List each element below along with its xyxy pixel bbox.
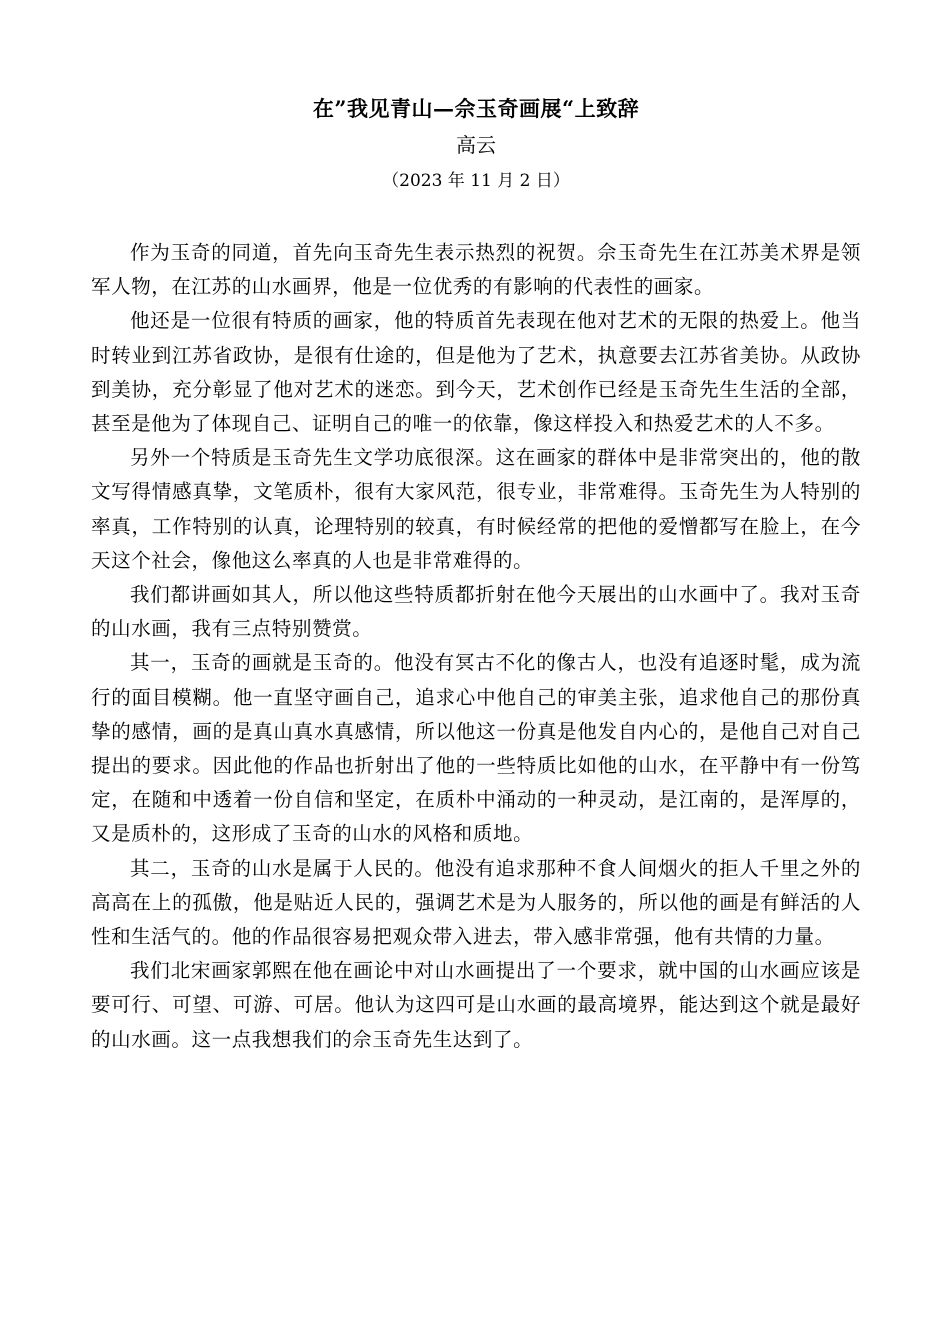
paragraph: 我们都讲画如其人，所以他这些特质都折射在他今天展出的山水画中了。我对玉奇的山水画，我有三点特别赞赏。 <box>91 583 861 641</box>
paragraph: 他还是一位很有特质的画家，他的特质首先表现在他对艺术的无限的热爱上。他当时转业到江苏省政协，是很有仕途的，但是他为了艺术，执意要去江苏省美协。从政协到美协，充分彰显了他对艺术的迷恋。到今天，艺术创作已经是玉奇先生生活的全部，甚至是他为了体现自己、证明自己的唯一的依靠，像这样投入和热爱艺术的人不多。 <box>91 309 861 436</box>
paragraph: 另外一个特质是玉奇先生文学功底很深。这在画家的群体中是非常突出的，他的散文写得情感真挚，文笔质朴，很有大家风范，很专业，非常难得。玉奇先生为人特别的率真，工作特别的认真，论理特别的较真，有时候经常的把他的爱憎都写在脸上，在今天这个社会，像他这么率真的人也是非常难得的。 <box>91 446 861 572</box>
paragraph: 其二，玉奇的山水是属于人民的。他没有追求那种不食人间烟火的拒人千里之外的高高在上的孤傲，他是贴近人民的，强调艺术是为人服务的，所以他的画是有鲜活的人性和生活气的。他的作品很容易把观众带入进去，带入感非常强，他有共情的力量。 <box>91 856 861 949</box>
document-page <box>91 92 861 1057</box>
author-name: 高云 <box>456 133 496 157</box>
speech-date: （2023 年 11 月 2 日） <box>382 171 570 191</box>
paragraph: 我们北宋画家郭熙在他在画论中对山水画提出了一个要求，就中国的山水画应该是要可行、可望、可游、可居。他认为这四可是山水画的最高境界，能达到这个就是最好的山水画。这一点我想我们的佘玉奇先生达到了。 <box>91 959 861 1051</box>
paragraph: 作为玉奇的同道，首先向玉奇先生表示热烈的祝贺。佘玉奇先生在江苏美术界是领军人物，在江苏的山水画界，他是一位优秀的有影响的代表性的画家。 <box>91 241 861 299</box>
document-title: 在”我见青山—佘玉奇画展“上致辞 <box>312 96 640 121</box>
document-body <box>91 236 861 1057</box>
paragraph: 其一，玉奇的画就是玉奇的。他没有冥古不化的像古人，也没有追逐时髦，成为流行的面目模糊。他一直坚守画自己，追求心中他自己的审美主张，追求他自己的那份真挚的感情，画的是真山真水真感情，所以他这一份真是他发自内心的，是他自己对自己提出的要求。因此他的作品也折射出了他的一些特质比如他的山水，在平静中有一份笃定，在随和中透着一份自信和坚定，在质朴中涌动的一种灵动，是江南的，是浑厚的，又是质朴的，这形成了玉奇的山水的风格和质地。 <box>91 651 861 846</box>
